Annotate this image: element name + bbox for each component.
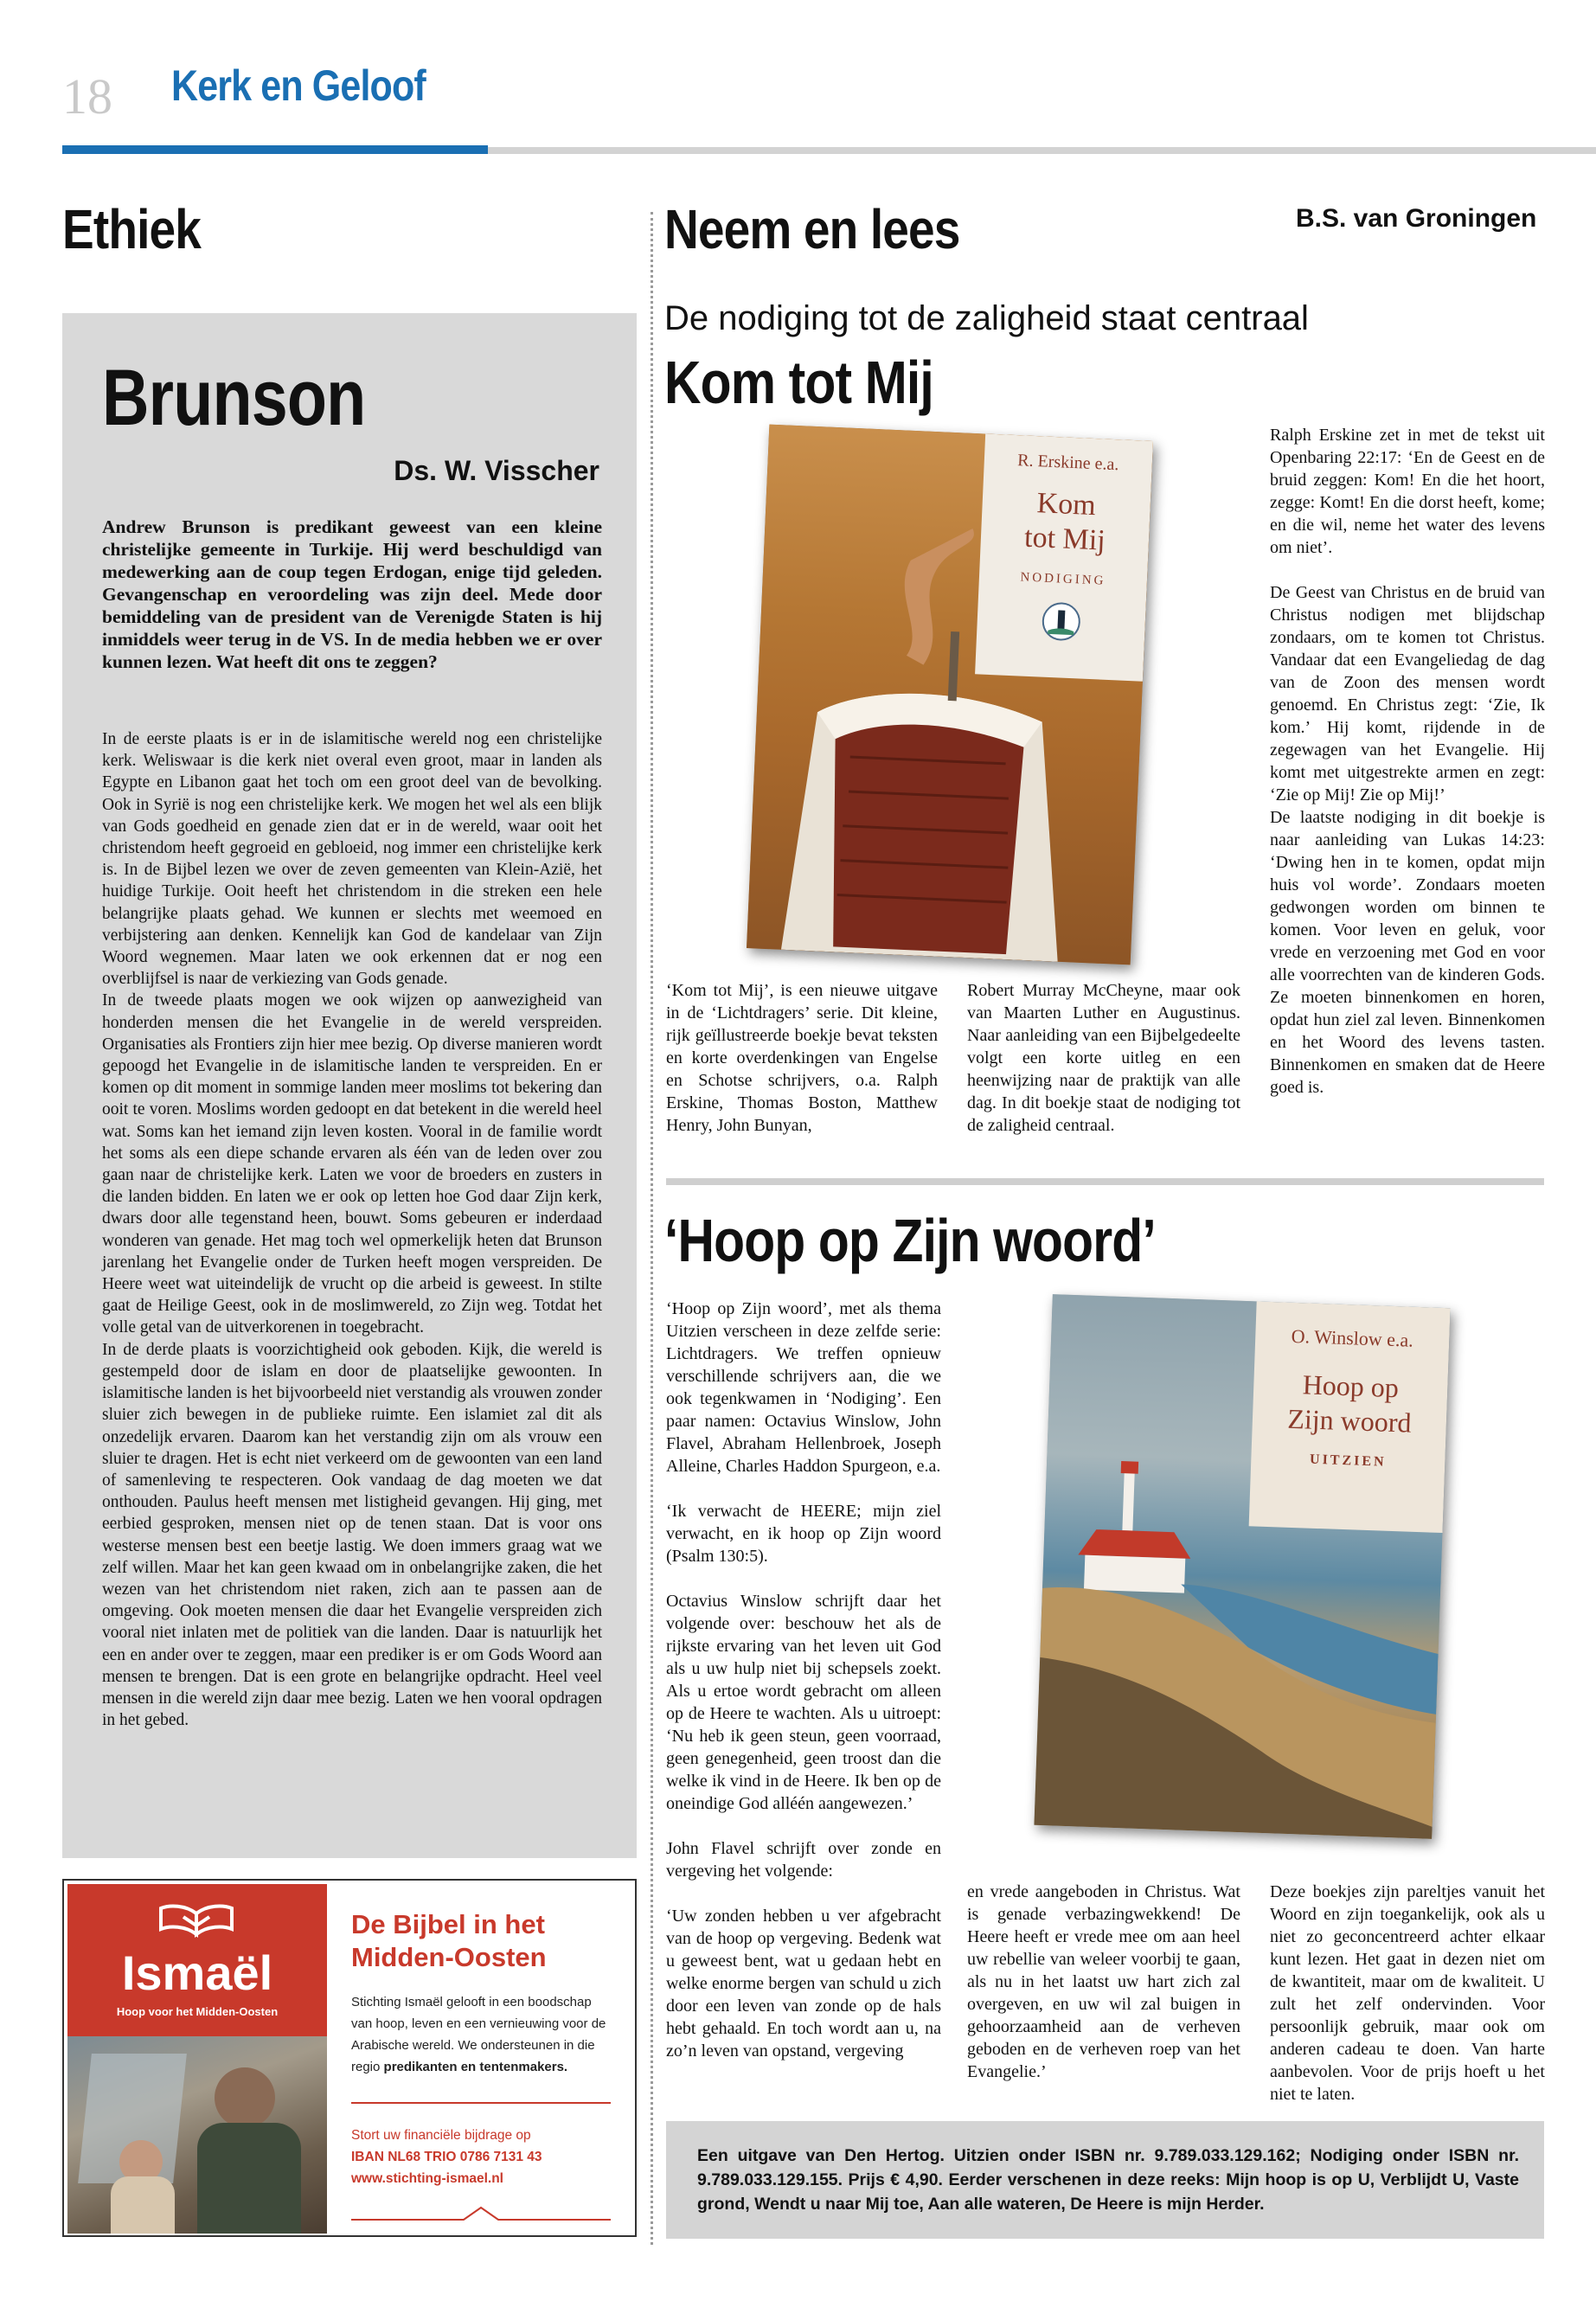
col-d-paragraph: ‘Ik verwacht de HEERE; mijn ziel verwacht, en ik hoop op Zijn woord (Psalm 130:5).: [666, 1502, 941, 1566]
book-cover-kom-tot-mij: [747, 425, 1153, 965]
book1-title-panel: [975, 434, 1153, 682]
ismael-advertisement[interactable]: [62, 1879, 637, 2237]
ad-iban: IBAN NL68 TRIO 0786 7131 43: [351, 2150, 542, 2164]
brunson-paragraph: In de tweede plaats mogen we ook wijzen op aanwezigheid van honderden mensen die het Evangelie in de wereld verspreiden. Organisaties als Frontiers zijn hier mee bezig. Op diverse manieren wordt gepoogd het Evangelie in de islamitische landen te verspreiden. En er komen op dit moment in sommige landen meer moslims tot bekering dan ooit te voren. Moslims worden gedoopt en dat betekent in die wereld heel wat. Soms kan het iemand zijn leven kosten. Vooral in de familie wordt het soms als een diepe schande ervaren als één van de leden over zou gaan naar de christelijke kerk. Laten we voor de broeders en zusters in die landen bidden. En laten we er ook op letten hoe God daar Zijn kerk, dwars door alle tegenstand heen, bouwt. Soms gebeuren er inderdaad wonderen van genade. Het mag toch wel opmerkelijk heten dat Brunson jarenlang het Evangelie onder de Turken heeft mogen verspreiden. De Heere weet wat uiteindelijk de vrucht op die arbeid is geweest. In stilte gaat de Heilige Geest, ook in de moslimwereld, zo Zijn weg. Totdat het volle getal van de uitverkorenen in toegebracht.: [102, 991, 602, 1337]
book2-title: [1252, 1365, 1448, 1441]
kom-tot-mij-col-a: ‘Kom tot Mij’, is een nieuwe uitgave in de ‘Lichtdragers’ serie. Dit kleine, rijk geïllustreerde boekje bevat teksten en korte overdenkingen van Engelse en Schotse schrijvers, o.a. Ralph Erskine, Thomas Boston, Matthew Henry, John Bunyan,: [666, 981, 938, 1135]
ismael-logo-block: [67, 1884, 327, 2036]
review-author: B.S. van Groningen: [1296, 204, 1537, 233]
col-c-paragraph: De Geest van Christus en de bruid van Christus nodigen met blijdschap zondaars, om te komen tot Christus. Vandaar dat een Evangeliedag de dag van de Zoon des mensen wordt genoemd. En Christus zegt: ‘Zie, Ik kom.’ Hij komt, rijdende in de zegewagen van het Evangelie. Hij komt met uitgestrekte armen en zegt: ‘Zie op Mij! Zie op Mij!’: [1270, 583, 1545, 804]
ad-url[interactable]: www.stichting-ismael.nl: [351, 2171, 503, 2186]
col-c-paragraph: De laatste nodiging in dit boekje is naar aanleiding van Lukas 14:23: ‘Dwing hen in te komen, opdat mijn huis vol worde’. Zondaars moeten gedwongen worden om binnen te komen. Voor leven en geluk, voor vrede en verzoening met God en voor alle voorrechten van de kinderen Gods. Ze moeten binnenkomen en horen, opdat hun ziel zal leven. Binnenkomen en het Woord des levens tasten. Binnenkomen en smaken dat de Heere goed is.: [1270, 808, 1545, 1097]
ad-cta-block: [351, 2125, 542, 2189]
column-divider: [651, 212, 653, 2245]
section-title: Kerk en Geloof: [171, 61, 426, 110]
header-accent-bar: [62, 145, 488, 154]
book2-title-panel: [1249, 1301, 1451, 1533]
publication-info: Een uitgave van Den Hertog. Uitzien onder ISBN nr. 9.789.033.129.162; Nodiging onder ISBN nr. 9.789.033.129.155. Prijs € 4,90. Eerder verschenen in deze reeks: Mijn hoop is op U, Verblijdt U, Vaste grond, Wendt u naar Mij toe, Aan alle wateren, De Heere is mijn Herder.: [697, 2146, 1519, 2214]
brunson-body: [102, 728, 602, 1731]
header-rule: [488, 147, 1596, 154]
ad-title-line2: Midden-Oosten: [351, 1942, 547, 1972]
ethiek-heading: Ethiek: [62, 198, 202, 260]
kom-tot-mij-title: Kom tot Mij: [664, 349, 933, 416]
ismael-logo-name: Ismaël: [121, 1945, 273, 2000]
book1-title: [980, 484, 1151, 560]
ad-title: [351, 1908, 547, 1974]
ismael-photo: [67, 2036, 327, 2234]
kom-tot-mij-col-c: [1270, 424, 1545, 1099]
col-c-paragraph: Ralph Erskine zet in met de tekst uit Openbaring 22:17: ‘En de Geest en de bruid zeggen: Kom! En die het hoort, zegge: Komt! En die dorst heeft, kome; en die wil, neme het water des levens om niet’.: [1270, 426, 1545, 557]
book2-author: O. Winslow e.a.: [1291, 1324, 1414, 1351]
ad-wave-decoration: [351, 2201, 611, 2227]
hoop-op-zijn-woord-title: ‘Hoop op Zijn woord’: [664, 1207, 1156, 1274]
hoop-col-e: en vrede aangeboden in Christus. Wat is genade verbazingwekkend! De Heere heeft er vrede mee om aan heel uw rebellie van weleer voorbij te gaan, als nu in het laatst uw hart zich zal overgeven, en uw wil zal buigen in gehoorzaamheid aan de verheven geboden en de verheven roep van het Evangelie.’: [967, 1882, 1240, 2081]
ad-body-bold: predikanten en tentenmakers.: [383, 2060, 568, 2074]
lighthouse-logo-icon: [1041, 601, 1082, 643]
col-d-paragraph: Octavius Winslow schrijft daar het volgende over: beschouw het als de rijkste ervaring van het leven uit God als u uw hulp niet bij schepsels zoekt. Als u ertoe wordt gebracht om alleen op de Heere te wachten. Als u uitroept: ‘Nu heb ik geen steun, geen voorraad, geen genegenheid, geen troost dan die welke ik vind in de Heere. Ik ben op de oneindige God alléén aangewezen.’: [666, 1592, 941, 1813]
book1-title-line1: Kom: [1035, 487, 1097, 522]
ad-cta: Stort uw financiële bijdrage op: [351, 2128, 531, 2143]
page-number: 18: [62, 68, 112, 125]
neem-en-lees-heading: Neem en lees: [664, 198, 960, 260]
ad-body-text: Stichting Ismaël gelooft in een boodschap van hoop, leven en een vernieuwing voor de Arabische wereld. We ondersteunen in die regio: [351, 1995, 606, 2074]
book1-author: R. Erskine e.a.: [1016, 451, 1119, 475]
book1-series: NODIGING: [1020, 570, 1106, 588]
brunson-paragraph: In de eerste plaats is er in de islamitische wereld nog een christelijke kerk. Weliswaar is die kerk niet overal even groot, maar in landen als Egypte en Libanon gaat het toch om een groot deel van de bevolking. Ook in Syrië is nog een christelijke kerk. We mogen het wel als een blijk van Gods goedheid en genade zien dat er in de wereld, waar ooit het christendom heeft gegroeid en gebloeid, nog immer een christelijke kerk is. In de Bijbel lezen we over de zeven gemeenten van Klein-Azië, het huidige Turkije. Ooit heeft het christendom in die streken een hele belangrijke plaats gehad. We kunnen er slechts met weemoed en verbijstering aan denken. Kennelijk kan God de kandelaar van Zijn Woord wegnemen. Maar laten we ook erkennen dat er nog een overblijfsel is naar de verkiezing van Gods genade.: [102, 730, 602, 989]
brunson-title: Brunson: [102, 354, 366, 442]
col-d-paragraph: ‘Uw zonden hebben u ver afgebracht van de hoop op vergeving. Bedenk wat u geweest bent, wat u gedaan hebt en welke enorme bergen van schuld u zich door een leven van zonde op de hals hebt gehaald. En toch wordt aan u, na zo’n leven van opstand, vergeving: [666, 1907, 941, 2061]
open-book-icon: [157, 1900, 235, 1941]
ad-title-line1: De Bijbel in het: [351, 1909, 545, 1939]
article-kicker: De nodiging tot de zaligheid staat centraal: [664, 299, 1309, 337]
book1-title-line2: tot Mij: [1023, 521, 1106, 557]
article-separator: [666, 1178, 1544, 1185]
brunson-intro: Andrew Brunson is predikant geweest van een kleine christelijke gemeente in Turkije. Hij werd beschuldigd van medewerking aan de coup tegen Erdogan, enige tijd geleden. Gevangenschap en veroordeling was zijn deel. Mede door bemiddeling van de president van de Verenigde Staten is hij inmiddels weer terug in de VS. In de media hebben we er over kunnen lezen. Wat heeft dit ons te zeggen?: [102, 516, 602, 672]
ad-body: [351, 1991, 611, 2078]
book-cover-hoop-op-zijn-woord: [1034, 1294, 1450, 1839]
ad-divider: [351, 2102, 611, 2104]
kom-tot-mij-col-b: Robert Murray McCheyne, maar ook van Maarten Luther en Augustinus. Naar aanleiding van een Bijbelgedeelte volgt een korte uitleg en een heenwijzing naar de praktijk van alle dag. In dit boekje staat de nodiging tot de zaligheid centraal.: [967, 981, 1240, 1135]
book2-title-line1: Hoop op: [1302, 1368, 1400, 1404]
hoop-col-f: Deze boekjes zijn pareltjes vanuit het Woord en zijn toegankelijk, ook als u niet zo geconcentreerd achter elkaar kunt lezen. Het gaat in dezen niet om de kwantiteit, maar om de kwaliteit. U zult het zelf ondervinden. Voor persoonlijk gebruik, maar ook om anderen cadeau te doen. Van harte aanbevolen. Voor de prijs hoeft u het niet te laten.: [1270, 1882, 1545, 2104]
col-d-paragraph: ‘Hoop op Zijn woord’, met als thema Uitzien verscheen in deze zelfde serie: Lichtdragers. We treffen opnieuw verschillende schrijvers aan, die we ook tegenkwamen in ‘Nodiging’. Een paar namen: Octavius Winslow, John Flavel, Abraham Hellenbroek, Joseph Alleine, Charles Haddon Spurgeon, e.a.: [666, 1299, 941, 1476]
book2-series: UITZIEN: [1309, 1452, 1387, 1470]
book2-title-line2: Zijn woord: [1286, 1402, 1413, 1439]
hoop-col-d: [666, 1298, 941, 2062]
brunson-paragraph: In de derde plaats is voorzichtigheid ook geboden. Kijk, die wereld is gestempeld door de islam en door de plaatselijke gewoonten. In islamitische landen is het bijvoorbeeld niet verstandig als vrouwen zonder sluier zich bewegen in de publieke ruimte. Een islamiet zal dit als onzedelijk ervaren. Daarom kan het verstandig zijn om als vrouw een sluier te dragen. Het is echt niet verkeerd om de gewoonten van een land of samenleving te respecteren. Ook vandaag de dag moeten we dat onthouden. Paulus heeft mensen met listigheid gevangen. Hij ging, met eerbied gesproken, mensen niet op de tenen staan. Dat is voor ons westerse mensen best een beetje lastig. We doen immers graag wat we zelf willen. Maar het kan geen kwaad om in onbelangrijke zaken, die het wezen van het christendom niet raken, zich aan te passen aan de omgeving. Ook moeten mensen die daar het Evangelie verspreiden zich vooral niet inlaten met de politiek van die landen. Daar is natuurlijk het een en ander over te zeggen, maar een prediker is er om Gods Woord aan mensen te brengen. Dat is een grote en belangrijke opdracht. Heel veel mensen in die wereld zijn daar mee bezig. Laten we hen vooral opdragen in het gebed.: [102, 1340, 602, 1730]
ismael-logo-tagline: Hoop voor het Midden-Oosten: [116, 2005, 279, 2018]
brunson-author: Ds. W. Visscher: [394, 455, 599, 486]
col-d-paragraph: John Flavel schrijft over zonde en vergeving het volgende:: [666, 1839, 941, 1881]
